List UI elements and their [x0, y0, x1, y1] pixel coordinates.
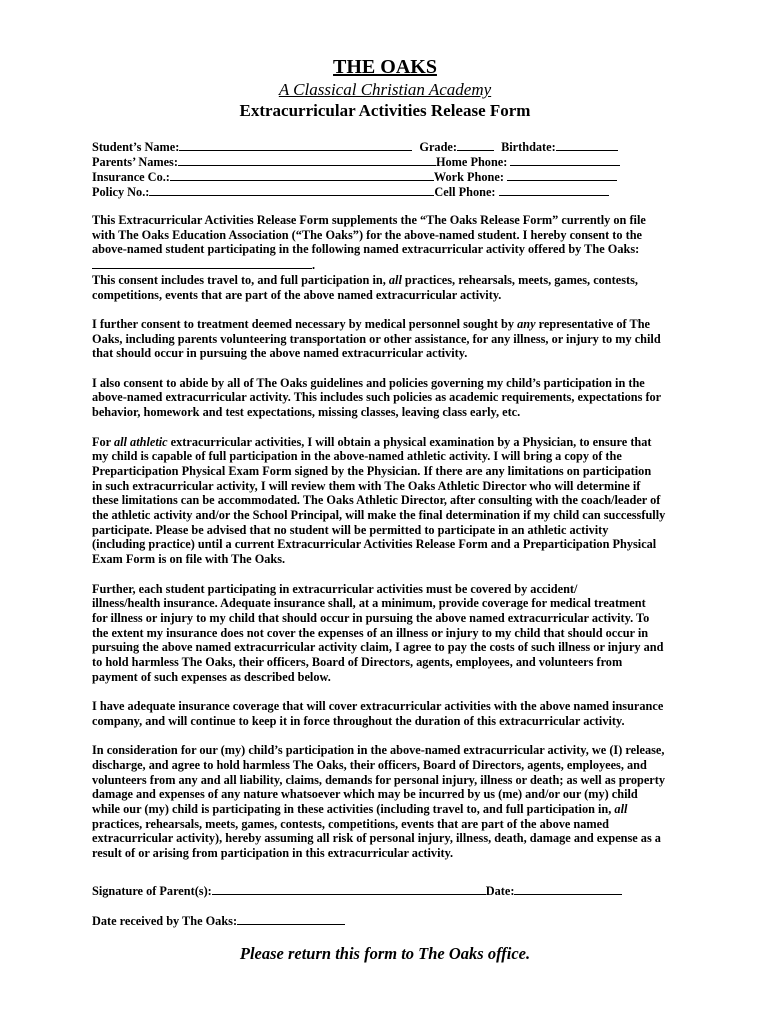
birthdate-label: Birthdate:: [501, 140, 556, 154]
text-line: Oaks, including parents volunteering transportation or other assistance, for any illness, or injury to my child: [92, 331, 661, 346]
text-line: participate. Please be advised that no student will be permitted to participate in an athletic activity: [92, 522, 609, 537]
form-body: [92, 213, 682, 876]
form-title: Extracurricular Activities Release Form: [239, 101, 531, 120]
paragraph-athletic: [92, 435, 682, 567]
text-line: Further, each student participating in extracurricular activities must be covered by accident/: [92, 581, 578, 596]
text-line: with The Oaks Education Association (“The Oaks”) for the above-named student. I hereby consent to the: [92, 227, 642, 242]
parent-signature-blank[interactable]: [212, 883, 486, 895]
work-phone-label: Work Phone:: [433, 170, 504, 184]
text-line: competitions, events that are part of the above named extracurricular activity.: [92, 287, 502, 302]
text-line: that should occur in pursuing the above named extracurricular activity.: [92, 346, 468, 361]
paragraph-coverage: [92, 699, 682, 728]
emphasis: all: [388, 272, 402, 287]
text-line: result of or arising from participation in this extracurricular activity.: [92, 846, 454, 861]
parents-names-blank[interactable]: [178, 154, 436, 166]
text-fragment: representative of The: [535, 316, 650, 331]
text-line: my child is capable of full participation in the above-named athletic activity. I will bring a copy of the: [92, 449, 622, 464]
grade-label: Grade:: [419, 140, 457, 154]
return-instruction: Please return this form to The Oaks office.: [239, 944, 531, 963]
parent-signature-row: [92, 883, 622, 899]
text-line: the extent my insurance does not cover the expenses of an illness or injury to my child that should occur in: [92, 625, 649, 640]
text-line: I also consent to abide by all of The Oaks guidelines and policies governing my child’s participation in the: [92, 375, 645, 390]
text-line: for illness or injury to my child that should occur in pursuing the above named extracurricular activity. To: [92, 610, 650, 625]
text-line: illness/health insurance. Adequate insurance shall, at a minimum, provide coverage for medical treatment: [92, 596, 646, 611]
text-line: company, and will continue to keep it in force throughout the duration of this extracurricular activity.: [92, 713, 625, 728]
home-phone-blank[interactable]: [510, 154, 620, 166]
emphasis: any: [517, 316, 536, 331]
text-line: pursuing the above named extracurricular activity claim, I agree to pay the costs of such illness or injury and: [92, 640, 664, 655]
text-line: volunteers from any and all liability, claims, demands for personal injury, illness or death; as well as property: [92, 772, 665, 787]
text-line: damage and expenses of any nature whatsoever which may be incurred by us (me) and/or our (my) child: [92, 787, 638, 802]
text-line: practices, rehearsals, meets, games, contests, competitions, events that are part of the above named: [92, 816, 609, 831]
policy-label: Policy No.:: [92, 185, 150, 199]
paragraph-policies: [92, 376, 682, 420]
birthdate-blank[interactable]: [556, 139, 618, 151]
emphasis: all athletic: [113, 434, 168, 449]
text-line: Exam Form is on file with The Oaks.: [92, 552, 286, 567]
home-phone-label: Home Phone:: [435, 155, 508, 169]
student-name-blank[interactable]: [179, 139, 412, 151]
text-line: these limitations can be accommodated. The Oaks Athletic Director, after consulting with the coach/leader of: [92, 493, 661, 508]
field-row-insurance: [92, 169, 692, 184]
text-line: to hold harmless The Oaks, their officers, Board of Directors, agents, employees, and volunteers from: [92, 655, 623, 670]
text-line: payment of such expenses as described below.: [92, 669, 331, 684]
text-fragment: For: [92, 434, 114, 449]
text-line: [92, 435, 682, 450]
activity-name-line: [92, 257, 682, 273]
signature-date-label: Date:: [485, 884, 515, 898]
text-line: above-named extracurricular activity. This includes such policies as academic requirements, expectations for: [92, 390, 662, 405]
insurance-blank[interactable]: [170, 169, 434, 181]
cell-phone-blank[interactable]: [499, 184, 609, 196]
text-line: This Extracurricular Activities Release Form supplements the “The Oaks Release Form” currently on file: [92, 213, 646, 227]
school-subtitle: A Classical Christian Academy: [278, 80, 492, 99]
text-line: extracurricular activity), hereby assuming all risk of personal injury, illness, death, damage and expense as a: [92, 831, 661, 846]
paragraph-supplement: [92, 213, 682, 302]
text-fragment: This consent includes travel to, and full participation in,: [92, 272, 389, 287]
insurance-label: Insurance Co.:: [92, 170, 170, 184]
text-line: discharge, and agree to hold harmless The Oaks, their officers, Board of Directors, agents, employees, and: [92, 757, 647, 772]
text-fragment: practices, rehearsals, meets, games, contests,: [401, 272, 638, 287]
work-phone-blank[interactable]: [507, 169, 617, 181]
text-fragment: I further consent to treatment deemed necessary by medical personnel sought by: [92, 316, 518, 331]
policy-blank[interactable]: [149, 184, 434, 196]
received-date-label: Date received by The Oaks:: [92, 914, 238, 928]
text-line: above-named student participating in the following named extracurricular activity offered by The Oaks:: [92, 242, 640, 257]
text-line: I have adequate insurance coverage that will cover extracurricular activities with the above named insurance: [92, 699, 664, 714]
text-line: (including practice) until a current Extracurricular Activities Release Form and a Preparticipation Physical: [92, 537, 657, 552]
text-line: the athletic activity and/or the School Principal, will make the final determination if my child can successfully: [92, 508, 666, 523]
received-date-row: [92, 913, 345, 929]
text-line: [92, 273, 682, 288]
text-line: [92, 802, 682, 817]
text-line: Preparticipation Physical Exam Form signed by the Physician. If there are any limitations on participation: [92, 463, 652, 478]
emphasis: all: [614, 802, 628, 817]
field-row-student: [92, 139, 692, 154]
activity-name-blank[interactable]: [92, 257, 312, 269]
text-line: In consideration for our (my) child’s participation in the above-named extracurricular activity, we (I) release,: [92, 743, 665, 758]
field-row-parents: [92, 154, 692, 169]
received-date-blank[interactable]: [237, 913, 345, 925]
info-fields: [92, 139, 692, 199]
parent-signature-label: Signature of Parent(s):: [92, 884, 212, 898]
field-row-policy: [92, 184, 692, 199]
parents-names-label: Parents’ Names:: [92, 155, 178, 169]
text-fragment: while our (my) child is participating in these activities (including travel to, and full participation in,: [92, 802, 615, 817]
period: .: [312, 258, 316, 273]
paragraph-release: [92, 743, 682, 861]
text-line: [92, 317, 682, 332]
student-name-label: Student’s Name:: [92, 140, 180, 154]
text-line: behavior, homework and test expectations, missing classes, leaving class early, etc.: [92, 405, 521, 420]
school-name: THE OAKS: [333, 56, 437, 78]
paragraph-insurance: [92, 582, 682, 685]
text-line: in such extracurricular activity, I will review them with The Oaks Athletic Director who will determine if: [92, 478, 641, 493]
cell-phone-label: Cell Phone:: [434, 185, 496, 199]
text-fragment: extracurricular activities, I will obtain a physical examination by a Physician, to ensure that: [167, 434, 652, 449]
paragraph-medical: [92, 317, 682, 361]
signature-date-blank[interactable]: [514, 883, 622, 895]
grade-blank[interactable]: [457, 139, 494, 151]
